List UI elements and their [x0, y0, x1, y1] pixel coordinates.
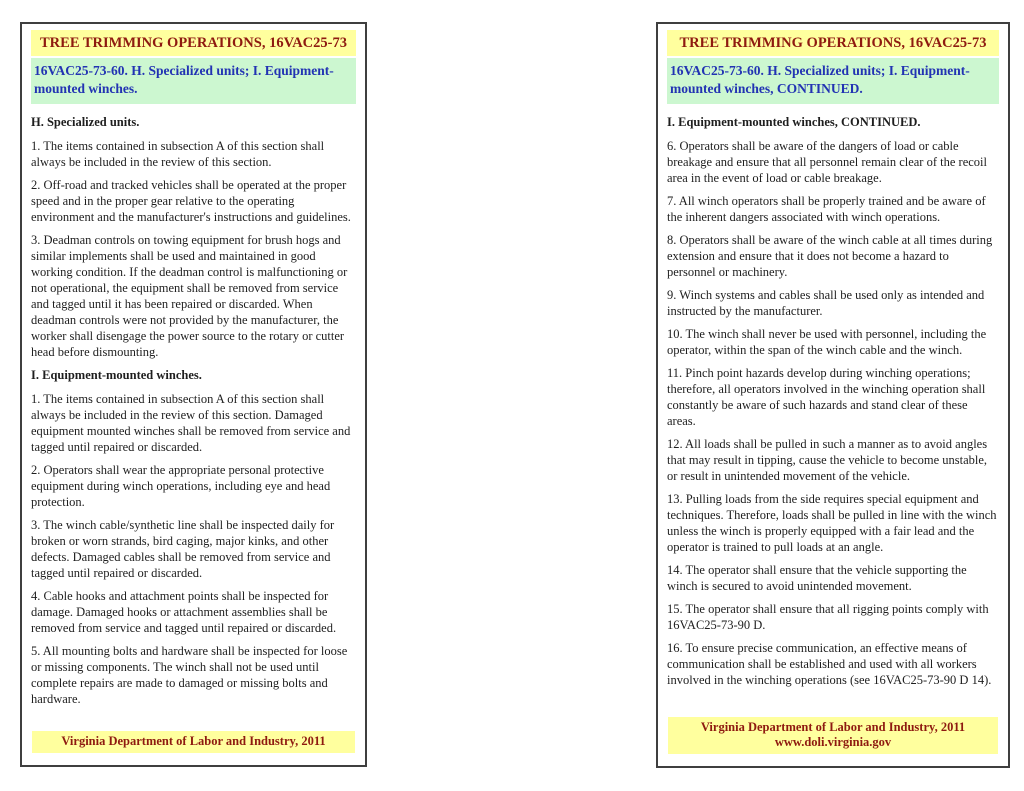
body-paragraph: 2. Off-road and tracked vehicles shall be operated at the proper speed and in the proper gear relative to the operating environment and the manufacturer's instructions and guidelines. [31, 177, 351, 224]
panel-subtitle: 16VAC25-73-60. H. Specialized units; I. Equipment-mounted winches, CONTINUED. [667, 58, 999, 104]
footer-url: www.doli.virginia.gov [774, 734, 892, 749]
body-paragraph: 15. The operator shall ensure that all rigging points comply with 16VAC25-73-90 D. [667, 601, 989, 632]
footer-line: Virginia Department of Labor and Industry, 2011 [61, 733, 326, 748]
panel-body [31, 114, 356, 731]
panel-title: TREE TRIMMING OPERATIONS, 16VAC25-73 [667, 30, 999, 56]
footer-line: Virginia Department of Labor and Industry, 2011 [700, 719, 966, 734]
body-paragraph: 16. To ensure precise communication, an effective means of communication shall be established and used with all workers involved in the winching operations (see 16VAC25-73-90 D 14). [667, 640, 992, 687]
body-paragraph: 1. The items contained in subsection A of this section shall always be included in the review of this section. [31, 138, 325, 169]
panel-footer [32, 731, 355, 753]
panel-subtitle: 16VAC25-73-60. H. Specialized units; I. Equipment-mounted winches. [31, 58, 356, 104]
body-paragraph: 12. All loads shall be pulled in such a manner as to avoid angles that may result in tipping, cause the vehicle to become unstable, or result in unintended movement of the vehicle. [667, 436, 988, 483]
body-paragraph: 2. Operators shall wear the appropriate personal protective equipment during winch operations, including eye and head protection. [31, 462, 331, 509]
body-paragraph: 6. Operators shall be aware of the dangers of load or cable breakage and ensure that all personnel remain clear of the recoil area in the event of load or cable breakage. [667, 138, 987, 185]
section-heading: H. Specialized units. [31, 114, 140, 129]
panel-title: TREE TRIMMING OPERATIONS, 16VAC25-73 [31, 30, 356, 56]
section-heading: I. Equipment-mounted winches, CONTINUED. [667, 114, 921, 129]
body-paragraph: 10. The winch shall never be used with personnel, including the operator, within the span of the winch cable and the winch. [667, 326, 987, 357]
body-paragraph: 9. Winch systems and cables shall be used only as intended and instructed by the manufacturer. [667, 287, 985, 318]
pamphlet-panel-left [20, 22, 367, 767]
body-paragraph: 3. Deadman controls on towing equipment for brush hogs and similar implements shall be used and maintained in good working condition. If the deadman control is malfunctioning or not operational, the equipment shall be removed from service and tagged until it has been repaired or discarded. When deadman controls were not provided by the manufacturer, the worker shall disengage the power source to the rotary or cutter head before dismounting. [31, 232, 348, 359]
body-paragraph: 8. Operators shall be aware of the winch cable at all times during extension and ensure that it does not become a hazard to personnel or machinery. [667, 232, 993, 279]
section-heading: I. Equipment-mounted winches. [31, 367, 202, 382]
body-paragraph: 3. The winch cable/synthetic line shall be inspected daily for broken or worn strands, bird caging, major kinks, and other defects. Damaged cables shall be removed from service and tagged until repaired or discarded. [31, 517, 335, 580]
body-paragraph: 14. The operator shall ensure that the vehicle supporting the winch is secured to avoid unintended movement. [667, 562, 967, 593]
body-paragraph: 1. The items contained in subsection A of this section shall always be included in the review of this section. Damaged equipment mounted winches shall be removed from service and tagged until repaired or discarded. [31, 391, 351, 454]
panel-body [667, 114, 999, 717]
panel-footer [668, 717, 998, 755]
body-paragraph: 7. All winch operators shall be properly trained and be aware of the inherent dangers associated with winch operations. [667, 193, 986, 224]
body-paragraph: 13. Pulling loads from the side requires special equipment and techniques. Therefore, loads shall be pulled in line with the winch unless the winch is properly equipped with a fair lead and the operator is trained to pull loads at an angle. [667, 491, 997, 554]
body-paragraph: 5. All mounting bolts and hardware shall be inspected for loose or missing components. The winch shall not be used until complete repairs are made to damaged or missing bolts and hardware. [31, 643, 348, 706]
body-paragraph: 4. Cable hooks and attachment points shall be inspected for damage. Damaged hooks or attachment assemblies shall be removed from service and tagged until repaired or discarded. [31, 588, 337, 635]
pamphlet-panel-right [656, 22, 1010, 768]
body-paragraph: 11. Pinch point hazards develop during winching operations; therefore, all operators involved in the winching operation shall constantly be aware of such hazards and stand clear of these areas. [667, 365, 986, 428]
